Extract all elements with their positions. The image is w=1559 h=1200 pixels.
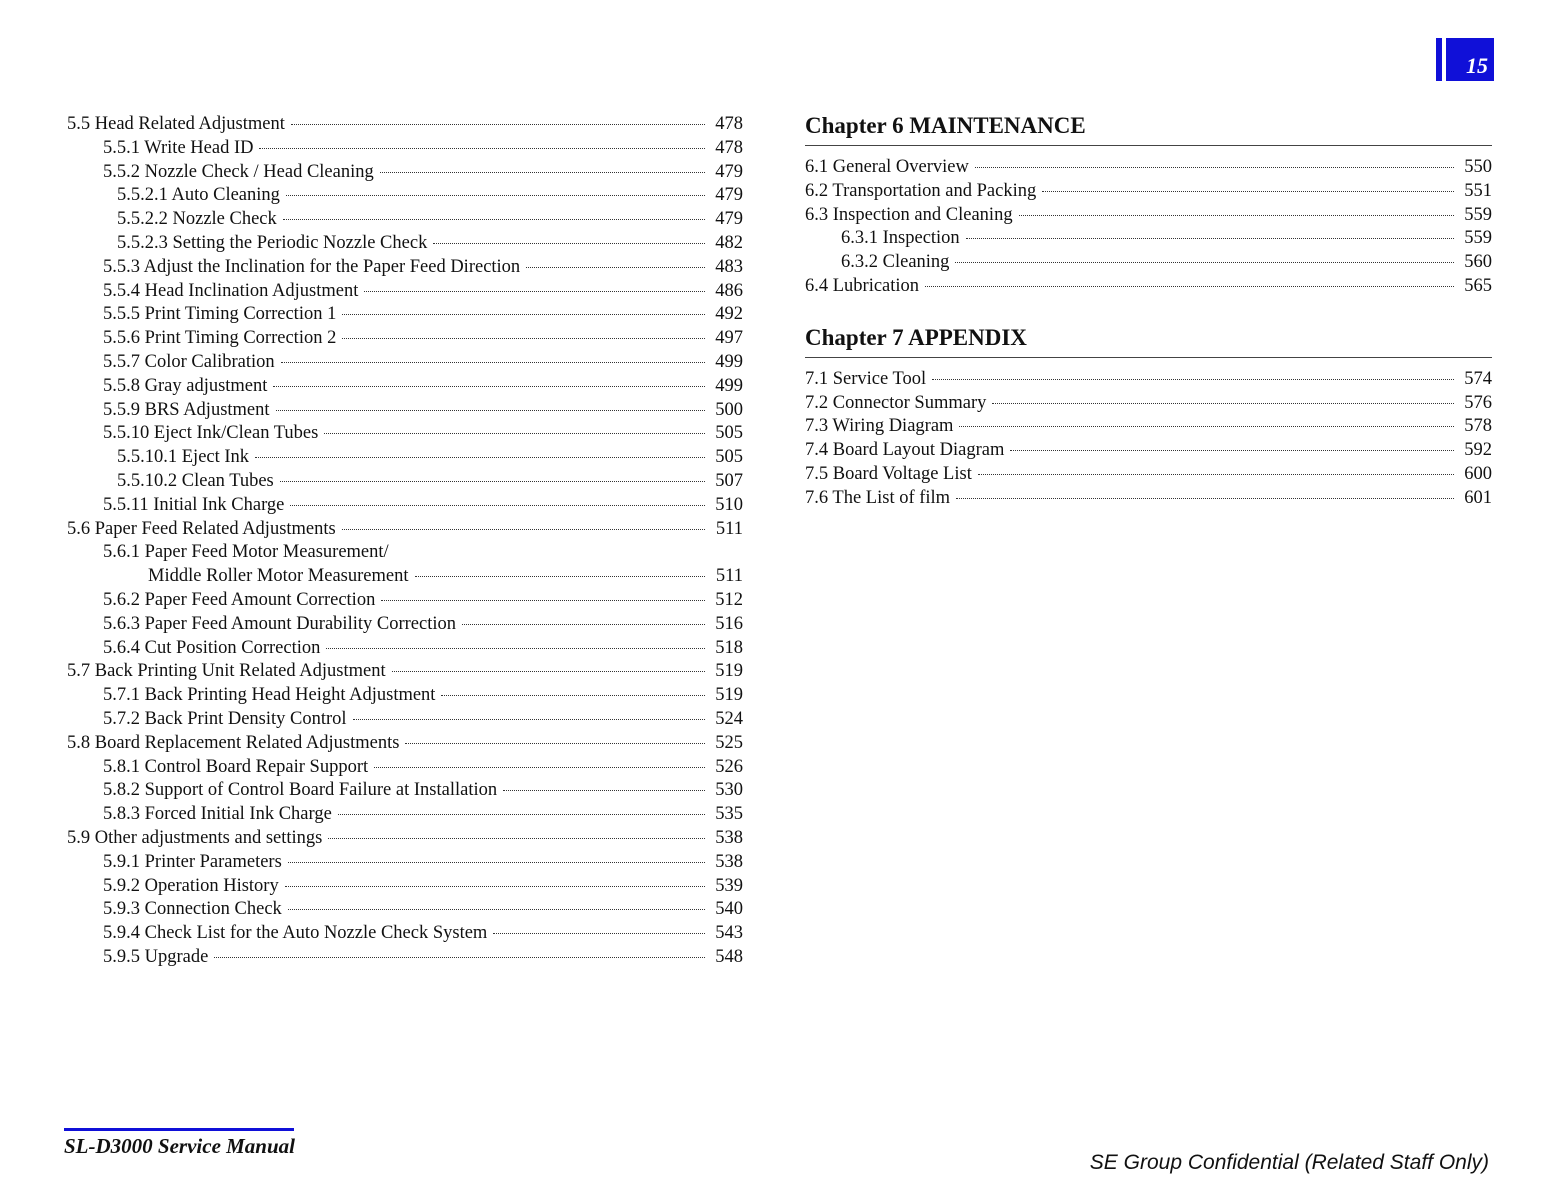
toc-entry-page: 478	[715, 137, 743, 158]
toc-entry-page: 539	[715, 875, 743, 896]
toc-entry[interactable]	[67, 732, 743, 756]
toc-entry-title: 5.5.4 Head Inclination Adjustment	[103, 280, 359, 301]
toc-entry-title: 7.2 Connector Summary	[805, 392, 987, 413]
toc-entry-page: 526	[715, 756, 743, 777]
toc-dot-leader	[364, 291, 705, 292]
toc-entry[interactable]	[67, 898, 743, 922]
toc-entry-page: 543	[715, 923, 743, 944]
toc-entry-page: 538	[715, 851, 743, 872]
toc-dot-leader	[526, 267, 705, 268]
page-number-tab	[1436, 38, 1494, 81]
toc-entry-title: 5.6.2 Paper Feed Amount Correction	[103, 589, 376, 610]
toc-entry[interactable]	[67, 208, 743, 232]
toc-entry-page: 559	[1464, 228, 1492, 249]
toc-entry-title: 5.5.9 BRS Adjustment	[103, 399, 270, 420]
toc-dot-leader	[441, 695, 705, 696]
toc-entry-title: 5.9.1 Printer Parameters	[103, 851, 282, 872]
toc-dot-leader	[276, 410, 705, 411]
toc-entry-page: 592	[1464, 440, 1492, 461]
toc-dot-leader	[288, 862, 705, 863]
toc-entry-title: 6.4 Lubrication	[805, 275, 920, 296]
toc-entry[interactable]	[67, 589, 743, 613]
toc-dot-leader	[288, 909, 705, 910]
toc-entry-page: 499	[715, 375, 743, 396]
toc-dot-leader	[328, 838, 705, 839]
toc-entry[interactable]	[67, 827, 743, 851]
toc-entry-page: 510	[715, 494, 743, 515]
toc-entry-title: 7.5 Board Voltage List	[805, 463, 972, 484]
toc-entry-title: 5.5.1 Write Head ID	[103, 137, 254, 158]
toc-dot-leader	[956, 498, 1454, 499]
toc-dot-leader	[324, 433, 705, 434]
chapter-7-entries	[805, 368, 1492, 511]
toc-entry-title: 5.5 Head Related Adjustment	[67, 114, 285, 134]
toc-entry-page: 518	[715, 637, 743, 658]
toc-dot-leader	[493, 933, 705, 934]
toc-entry[interactable]	[67, 399, 743, 423]
page-tab-bar	[1436, 38, 1442, 81]
toc-entry-title: 5.8.2 Support of Control Board Failure at Installation	[103, 780, 498, 801]
toc-entry-page: 578	[1464, 416, 1492, 437]
toc-dot-leader	[338, 814, 705, 815]
toc-entry-title: 6.3 Inspection and Cleaning	[805, 204, 1013, 225]
toc-entry-page: 550	[1464, 157, 1492, 177]
toc-entry-page: 530	[715, 780, 743, 801]
toc-entry[interactable]	[67, 446, 743, 470]
toc-entry-page: 507	[715, 470, 743, 491]
toc-entry[interactable]	[805, 439, 1492, 463]
toc-entry[interactable]	[67, 422, 743, 446]
toc-dot-leader	[959, 426, 1454, 427]
footer-manual-title: SL-D3000 Service Manual	[64, 1134, 295, 1158]
toc-dot-leader	[259, 148, 705, 149]
toc-entry[interactable]	[805, 227, 1492, 251]
toc-dot-leader	[975, 167, 1454, 168]
chapter-6-entries	[805, 156, 1492, 299]
toc-entry-page: 551	[1464, 180, 1492, 201]
toc-entry[interactable]	[67, 375, 743, 399]
toc-dot-leader	[380, 172, 705, 173]
toc-entry-title: 5.5.7 Color Calibration	[103, 351, 275, 372]
toc-entry[interactable]	[67, 803, 743, 827]
toc-dot-leader	[353, 719, 705, 720]
toc-entry-title: 5.5.10 Eject Ink/Clean Tubes	[103, 423, 319, 444]
toc-entry-title: 5.5.8 Gray adjustment	[103, 375, 268, 396]
toc-dot-leader	[283, 219, 705, 220]
toc-entry-title: 5.9 Other adjustments and settings	[67, 827, 323, 848]
toc-entry[interactable]	[67, 280, 743, 304]
toc-entry-page: 600	[1464, 463, 1492, 484]
toc-entry-page: 559	[1464, 204, 1492, 225]
toc-entry-page: 499	[715, 351, 743, 372]
toc-entry[interactable]	[67, 708, 743, 732]
toc-entry-title: 6.1 General Overview	[805, 157, 969, 177]
toc-entry-title: 5.9.4 Check List for the Auto Nozzle Check System	[103, 923, 488, 944]
toc-entry[interactable]	[67, 232, 743, 256]
toc-entry[interactable]	[67, 351, 743, 375]
toc-entry[interactable]	[67, 613, 743, 637]
toc-entry-title: 5.5.2.2 Nozzle Check	[117, 209, 277, 230]
toc-entry-title: 7.4 Board Layout Diagram	[805, 440, 1005, 461]
toc-entry-page: 478	[715, 114, 743, 134]
toc-entry[interactable]	[805, 392, 1492, 416]
toc-entry-page: 538	[715, 827, 743, 848]
toc-entry[interactable]	[67, 327, 743, 351]
toc-entry-page: 519	[715, 685, 743, 706]
toc-entry-page: 540	[715, 899, 743, 920]
toc-entry-title: 5.5.2.1 Auto Cleaning	[117, 185, 280, 206]
toc-entry[interactable]	[67, 565, 743, 589]
toc-dot-leader	[1019, 215, 1454, 216]
toc-entry[interactable]	[67, 660, 743, 684]
toc-entry-page: 524	[715, 708, 743, 729]
toc-entry[interactable]	[67, 256, 743, 280]
toc-dot-leader	[1042, 191, 1454, 192]
toc-dot-leader	[433, 243, 705, 244]
toc-entry-page: 492	[715, 304, 743, 325]
toc-entry-title: 5.6.3 Paper Feed Amount Durability Correction	[103, 613, 456, 634]
toc-entry-title: 7.1 Service Tool	[805, 368, 927, 389]
toc-entry-page: 548	[715, 946, 743, 967]
toc-entry-title: 7.6 The List of film	[805, 487, 951, 508]
toc-entry-title: 5.5.5 Print Timing Correction 1	[103, 304, 337, 325]
toc-left-column	[67, 113, 743, 970]
toc-entry[interactable]	[805, 180, 1492, 204]
toc-entry[interactable]	[805, 275, 1492, 299]
toc-entry[interactable]	[805, 463, 1492, 487]
toc-dot-leader	[342, 338, 705, 339]
toc-entry-page: 479	[715, 209, 743, 230]
toc-entry-page: 601	[1464, 487, 1492, 508]
toc-entry-page: 511	[715, 566, 743, 587]
toc-entry-title: 5.8.3 Forced Initial Ink Charge	[103, 804, 332, 825]
toc-entry-title: 6.3.1 Inspection	[841, 228, 960, 249]
toc-entry-title: 5.5.6 Print Timing Correction 2	[103, 328, 337, 349]
toc-entry-title: 5.7.1 Back Printing Head Height Adjustment	[103, 685, 436, 706]
toc-dot-leader	[342, 529, 705, 530]
toc-entry[interactable]	[67, 137, 743, 161]
toc-entry-page: 511	[715, 518, 743, 539]
toc-entry-title: 5.5.3 Adjust the Inclination for the Paper Feed Direction	[103, 256, 521, 277]
toc-entry[interactable]	[67, 470, 743, 494]
toc-dot-leader	[462, 624, 705, 625]
footer-rule	[64, 1128, 294, 1131]
toc-dot-leader	[405, 743, 705, 744]
toc-right-column	[805, 113, 1492, 511]
toc-entry-title: 5.5.2.3 Setting the Periodic Nozzle Check	[117, 232, 428, 253]
toc-dot-leader	[255, 457, 705, 458]
toc-dot-leader	[280, 481, 705, 482]
toc-entry[interactable]	[67, 875, 743, 899]
toc-entry-title: 5.6.4 Cut Position Correction	[103, 637, 321, 658]
toc-entry-page: 500	[715, 399, 743, 420]
toc-entry[interactable]	[805, 415, 1492, 439]
toc-dot-leader	[955, 262, 1454, 263]
toc-entry-title: 5.7.2 Back Print Density Control	[103, 708, 347, 729]
toc-dot-leader	[966, 238, 1454, 239]
toc-dot-leader	[392, 671, 705, 672]
toc-dot-leader	[273, 386, 705, 387]
toc-entry[interactable]	[805, 368, 1492, 392]
toc-entry-page: 576	[1464, 392, 1492, 413]
toc-entry[interactable]	[67, 494, 743, 518]
toc-entry-page: 479	[715, 185, 743, 206]
toc-entry[interactable]	[67, 541, 743, 565]
toc-dot-leader	[286, 195, 705, 196]
toc-dot-leader	[925, 286, 1454, 287]
toc-entry-title: 6.2 Transportation and Packing	[805, 180, 1037, 201]
toc-dot-leader	[291, 124, 705, 125]
toc-entry-title: 5.5.11 Initial Ink Charge	[103, 494, 285, 515]
toc-entry-page: 505	[715, 423, 743, 444]
toc-entry-title: Middle Roller Motor Measurement	[148, 566, 409, 587]
toc-entry-title: 5.8.1 Control Board Repair Support	[103, 756, 369, 777]
toc-entry[interactable]	[67, 184, 743, 208]
toc-dot-leader	[932, 379, 1454, 380]
toc-entry-title: 5.9.3 Connection Check	[103, 899, 282, 920]
toc-entry-page: 535	[715, 804, 743, 825]
footer-confidential: SE Group Confidential (Related Staff Only)	[1089, 1151, 1489, 1174]
toc-entry-title: 5.6.1 Paper Feed Motor Measurement/	[103, 542, 389, 563]
toc-dot-leader	[381, 600, 705, 601]
toc-entry[interactable]	[67, 113, 743, 137]
toc-entry[interactable]	[67, 518, 743, 542]
toc-entry-page: 519	[715, 661, 743, 682]
toc-entry[interactable]	[805, 487, 1492, 511]
toc-entry-page: 483	[715, 256, 743, 277]
toc-entry[interactable]	[805, 156, 1492, 180]
toc-entry[interactable]	[67, 922, 743, 946]
toc-entry-title: 7.3 Wiring Diagram	[805, 416, 954, 437]
toc-entry-page: 574	[1464, 368, 1492, 389]
toc-entry-page: 516	[715, 613, 743, 634]
toc-entry-title: 6.3.2 Cleaning	[841, 252, 950, 273]
toc-dot-leader	[290, 505, 705, 506]
toc-dot-leader	[281, 362, 705, 363]
toc-dot-leader	[992, 403, 1454, 404]
toc-entry[interactable]	[805, 251, 1492, 275]
toc-entry-title: 5.5.2 Nozzle Check / Head Cleaning	[103, 161, 374, 182]
toc-dot-leader	[285, 886, 705, 887]
toc-entry-page: 565	[1464, 275, 1492, 296]
toc-entry-page: 497	[715, 328, 743, 349]
toc-entry-page: 560	[1464, 252, 1492, 273]
chapter-6-heading: Chapter 6 MAINTENANCE	[805, 113, 1492, 146]
toc-entry-title: 5.6 Paper Feed Related Adjustments	[67, 518, 336, 539]
toc-dot-leader	[342, 314, 705, 315]
toc-dot-leader	[374, 767, 705, 768]
toc-dot-leader	[415, 576, 706, 577]
toc-entry[interactable]	[67, 851, 743, 875]
toc-entry[interactable]	[67, 303, 743, 327]
toc-entry-page: 482	[715, 232, 743, 253]
toc-entry-page: 505	[715, 447, 743, 468]
page-number: 15	[1446, 38, 1494, 81]
toc-entry-page: 479	[715, 161, 743, 182]
toc-dot-leader	[978, 474, 1454, 475]
toc-entry[interactable]	[67, 756, 743, 780]
chapter-7-heading: Chapter 7 APPENDIX	[805, 325, 1492, 358]
toc-dot-leader	[326, 648, 705, 649]
toc-entry-title: 5.9.5 Upgrade	[103, 946, 209, 967]
toc-entry[interactable]	[805, 204, 1492, 228]
toc-dot-leader	[214, 957, 705, 958]
toc-dot-leader	[1010, 450, 1454, 451]
toc-entry[interactable]	[67, 946, 743, 970]
toc-entry-title: 5.5.10.1 Eject Ink	[117, 447, 250, 468]
toc-entry-page: 512	[715, 589, 743, 610]
toc-entry[interactable]	[67, 161, 743, 185]
toc-dot-leader	[503, 790, 705, 791]
toc-entry[interactable]	[67, 637, 743, 661]
toc-entry-title: 5.8 Board Replacement Related Adjustments	[67, 732, 400, 753]
toc-entry[interactable]	[67, 779, 743, 803]
toc-entry-title: 5.9.2 Operation History	[103, 875, 279, 896]
toc-entry-page: 486	[715, 280, 743, 301]
toc-entry-page: 525	[715, 732, 743, 753]
toc-entry-title: 5.5.10.2 Clean Tubes	[117, 470, 274, 491]
toc-entry[interactable]	[67, 684, 743, 708]
toc-entry-title: 5.7 Back Printing Unit Related Adjustment	[67, 661, 386, 682]
